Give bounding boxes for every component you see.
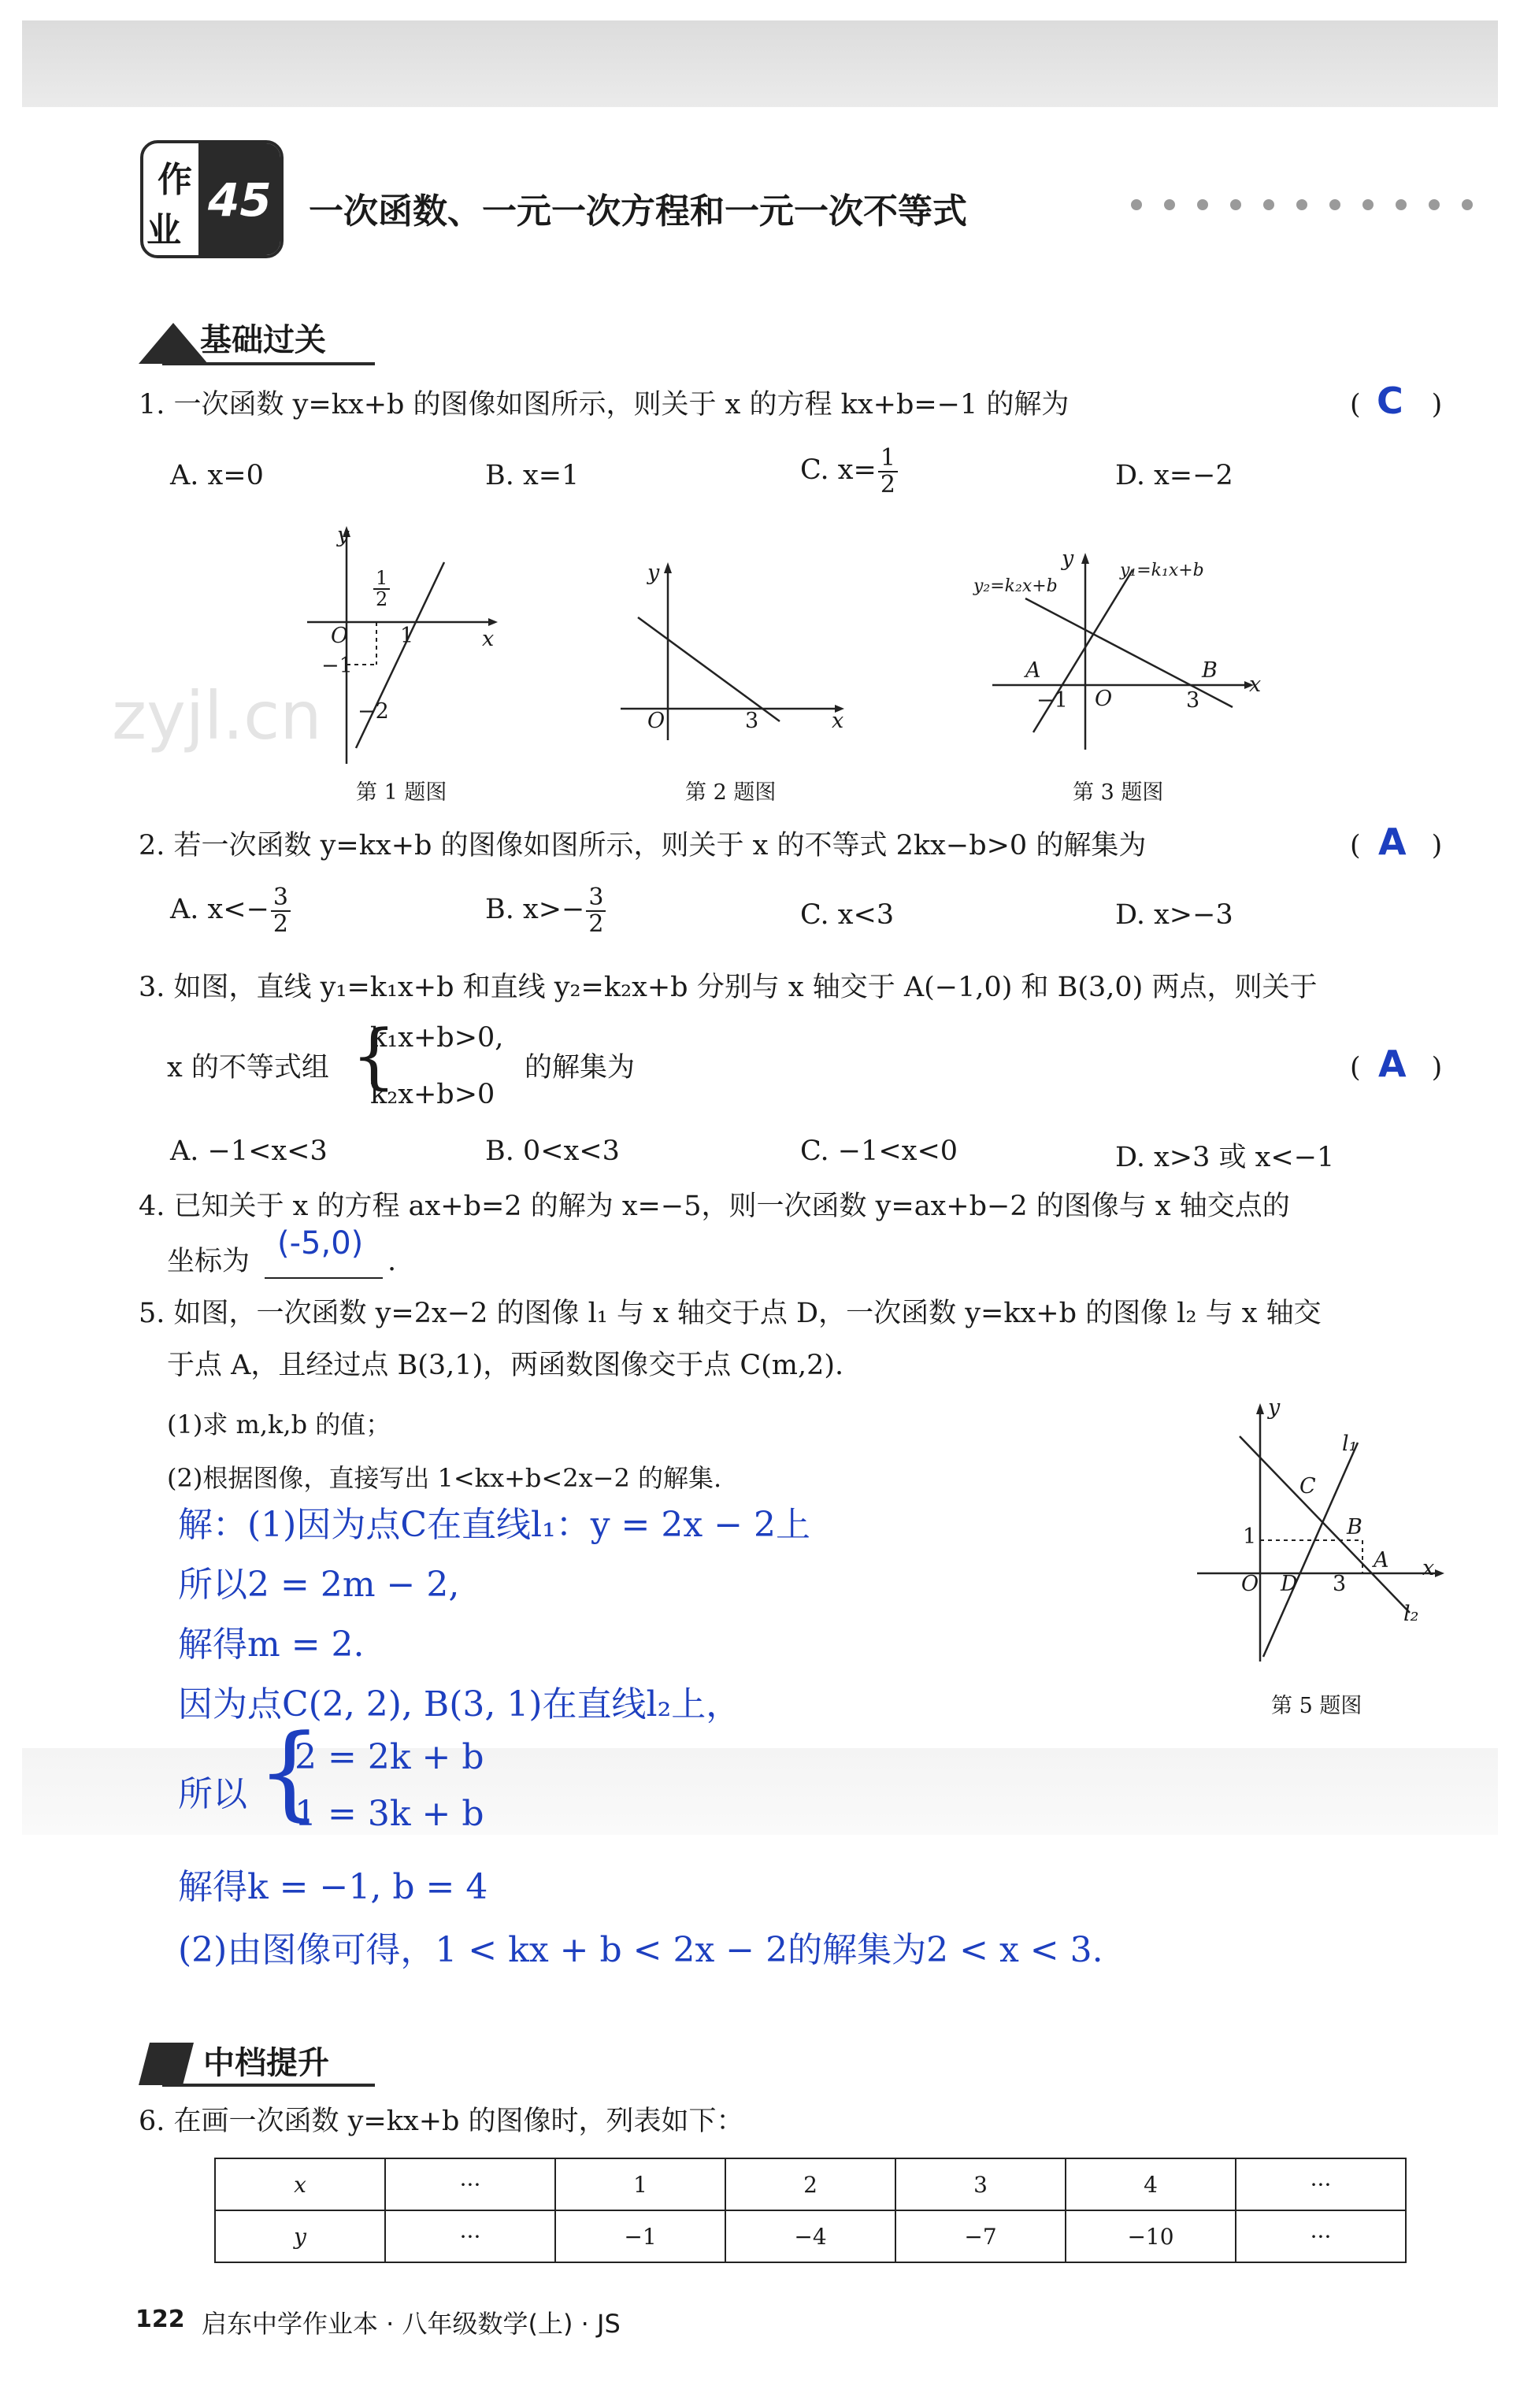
fig5-origin: O <box>1241 1572 1259 1596</box>
table-cell: 2 <box>725 2158 895 2210</box>
watermark: zyjl.cn <box>112 677 322 754</box>
table-cell: 3 <box>895 2158 1066 2210</box>
fraction-numerator: 3 <box>271 885 291 912</box>
fig2-origin: O <box>647 709 665 733</box>
q1-answer: C <box>1377 380 1403 422</box>
q3-brace: { <box>351 1015 397 1098</box>
fraction-denominator: 2 <box>880 470 895 498</box>
table-cell: ··· <box>1236 2158 1406 2210</box>
fig1-caption: 第 1 题图 <box>356 780 447 805</box>
q1-option-b: B. x=1 <box>485 460 580 491</box>
q2-option-d: D. x>−3 <box>1115 899 1233 931</box>
q3-answer-bracket: ( ) <box>1350 1052 1443 1084</box>
section-intermediate <box>139 2033 375 2091</box>
fig5-caption: 第 5 题图 <box>1271 1694 1362 1718</box>
q2-option-a <box>170 885 292 936</box>
fig1-origin: O <box>331 624 349 648</box>
fig3-point-a: A <box>1025 658 1041 683</box>
q1-option-d: D. x=−2 <box>1115 460 1233 491</box>
fig5-tick-3: 3 <box>1333 1572 1347 1596</box>
fig3-y-label: y <box>1062 546 1074 571</box>
solution-step-5-prefix: 所以 <box>178 1774 247 1814</box>
fraction-denominator: 2 <box>588 909 604 938</box>
fig1-x-label: x <box>482 627 495 651</box>
q3-option-b: B. 0<x<3 <box>485 1135 620 1167</box>
section-intermediate-title: 中档提升 <box>203 2045 329 2081</box>
table-cell: y <box>215 2210 385 2262</box>
fig5-line1-label: l₁ <box>1342 1432 1358 1456</box>
q3-answer: A <box>1378 1043 1407 1085</box>
solution-step-7: (2)由图像可得，1 < kx + b < 2x − 2的解集为2 < x < 3. <box>178 1930 1103 1970</box>
fig1-half <box>372 569 391 609</box>
table-cell: ··· <box>385 2158 555 2210</box>
solution-step-3: 解得m = 2. <box>178 1624 365 1665</box>
q1-option-c-fraction <box>878 446 898 497</box>
fig3-tick-m1: −1 <box>1036 688 1068 713</box>
fig3-tick-3: 3 <box>1186 688 1200 713</box>
q1-option-a: A. x=0 <box>170 460 264 491</box>
solution-step-1: 解：(1)因为点C在直线l₁：y = 2x − 2上 <box>178 1505 811 1545</box>
fig1-tick-1: 1 <box>400 624 414 648</box>
fig5-y-label: y <box>1268 1395 1281 1420</box>
fig5-x-label: x <box>1422 1556 1435 1580</box>
fraction-numerator: 3 <box>586 885 606 912</box>
table-cell: −10 <box>1066 2210 1236 2262</box>
solution-step-4: 因为点C(2, 2), B(3, 1)在直线l₂上， <box>178 1684 741 1724</box>
table-cell: −4 <box>725 2210 895 2262</box>
q5-line1: 5. 如图，一次函数 y=2x−2 的图像 l₁ 与 x 轴交于点 D，一次函数 y=kx+b 的图像 l₂ 与 x 轴交 <box>139 1298 1322 1329</box>
q1-stem: 1. 一次函数 y=kx+b 的图像如图所示，则关于 x 的方程 kx+b=−1 的解为 <box>139 389 1070 420</box>
q5-part1: (1)求 m,k,b 的值； <box>167 1410 391 1439</box>
fig3-x-label: x <box>1249 672 1262 697</box>
title-dots <box>1131 198 1495 213</box>
fig3-line2-label: y₂=k₂x+b <box>973 576 1058 596</box>
table-cell: ··· <box>385 2210 555 2262</box>
solution-step-5-eq2: 1 = 3k + b <box>295 1794 484 1834</box>
q3-ineq1: k₁x+b>0, <box>370 1022 504 1054</box>
q5-line2: 于点 A，且经过点 B(3,1)，两函数图像交于点 C(m,2). <box>167 1350 844 1381</box>
fig3-point-b: B <box>1202 658 1218 683</box>
fig1-tick-m1: −1 <box>321 654 353 678</box>
fig1-tick-m2: −2 <box>358 699 389 724</box>
q4-line1: 4. 已知关于 x 的方程 ax+b=2 的解为 x=−5，则一次函数 y=ax+b−2 的图像与 x 轴交点的 <box>139 1191 1290 1222</box>
section-basic-title: 基础过关 <box>200 322 326 358</box>
q5-part2: (2)根据图像，直接写出 1<kx+b<2x−2 的解集. <box>167 1463 722 1493</box>
table-cell: −7 <box>895 2210 1066 2262</box>
q3-option-d: D. x>3 或 x<−1 <box>1115 1142 1335 1173</box>
q2-answer: A <box>1378 821 1407 863</box>
fraction-denominator: 2 <box>376 588 388 611</box>
q6-stem: 6. 在画一次函数 y=kx+b 的图像时，列表如下： <box>139 2106 744 2137</box>
q6-value-table <box>214 2158 1407 2263</box>
table-cell: 4 <box>1066 2158 1236 2210</box>
q1-option-c <box>800 446 899 497</box>
q2-answer-bracket: ( ) <box>1350 830 1443 861</box>
fig3-line1-label: y₁=k₁x+b <box>1120 561 1204 580</box>
badge-char-ye: 业 <box>146 210 181 250</box>
q2-option-a-fraction <box>271 885 291 936</box>
q3-option-a: A. −1<x<3 <box>170 1135 328 1167</box>
q3-ineq2: k₂x+b>0 <box>370 1079 495 1110</box>
solution-brace: { <box>257 1712 322 1832</box>
badge-number: 45 <box>208 173 272 227</box>
q3-line2-prefix: x 的不等式组 <box>167 1052 329 1084</box>
figure-5-graph <box>1189 1394 1457 1669</box>
q2-stem: 2. 若一次函数 y=kx+b 的图像如图所示，则关于 x 的不等式 2kx−b>0 的解集为 <box>139 830 1147 861</box>
q3-line2-suffix: 的解集为 <box>525 1052 636 1084</box>
page-title: 一次函数、一元一次方程和一元一次不等式 <box>309 191 967 232</box>
fraction-numerator: 1 <box>373 569 390 590</box>
fig3-caption: 第 3 题图 <box>1073 780 1164 805</box>
fig2-tick-3: 3 <box>745 709 759 733</box>
badge-char-zuo: 作 <box>158 160 192 200</box>
page-number: 122 <box>135 2306 185 2333</box>
q2-option-b-prefix: B. x>− <box>485 894 585 925</box>
fig1-y-label: y <box>337 523 350 547</box>
fig5-tick-1: 1 <box>1243 1524 1257 1549</box>
table-row-y <box>215 2210 1406 2262</box>
section-basic <box>139 312 375 370</box>
q3-option-c: C. −1<x<0 <box>800 1135 958 1167</box>
fig5-point-d: D <box>1281 1572 1298 1596</box>
fig2-caption: 第 2 题图 <box>685 780 777 805</box>
table-cell: −1 <box>555 2210 725 2262</box>
fig3-origin: O <box>1095 687 1113 711</box>
q2-option-b-fraction <box>586 885 606 936</box>
fraction-numerator: 1 <box>878 446 898 472</box>
q2-option-b <box>485 885 607 936</box>
q1-option-c-prefix: C. x= <box>800 454 877 486</box>
solution-step-2: 所以2 = 2m − 2, <box>178 1565 460 1605</box>
q4-answer-blank <box>265 1277 383 1279</box>
q2-option-a-prefix: A. x<− <box>170 894 269 925</box>
q2-option-c: C. x<3 <box>800 899 895 931</box>
q4-end: . <box>387 1246 397 1277</box>
assignment-badge <box>140 140 284 258</box>
q3-stem: 3. 如图，直线 y₁=k₁x+b 和直线 y₂=k₂x+b 分别与 x 轴交于 A(−1,0) 和 B(3,0) 两点，则关于 <box>139 972 1318 1003</box>
table-row-x <box>215 2158 1406 2210</box>
fig5-point-b: B <box>1347 1515 1362 1539</box>
q1-answer-bracket: ( ) <box>1350 389 1443 420</box>
fraction-denominator: 2 <box>272 909 289 938</box>
solution-step-5-eq1: 2 = 2k + b <box>295 1737 484 1777</box>
table-cell: x <box>215 2158 385 2210</box>
q4-line2: 坐标为 <box>167 1246 250 1277</box>
fig5-point-a: A <box>1374 1548 1389 1573</box>
table-cell: ··· <box>1236 2210 1406 2262</box>
scan-shadow-top <box>22 20 1498 107</box>
table-cell: 1 <box>555 2158 725 2210</box>
book-title: 启东中学作业本 · 八年级数学(上) · JS <box>202 2309 621 2339</box>
fig5-point-c: C <box>1299 1474 1316 1499</box>
fig2-y-label: y <box>647 561 660 585</box>
fig2-x-label: x <box>832 709 844 733</box>
fig5-line2-label: l₂ <box>1403 1602 1419 1626</box>
solution-step-6: 解得k = −1, b = 4 <box>178 1867 488 1907</box>
q4-answer: (-5,0) <box>277 1225 364 1261</box>
